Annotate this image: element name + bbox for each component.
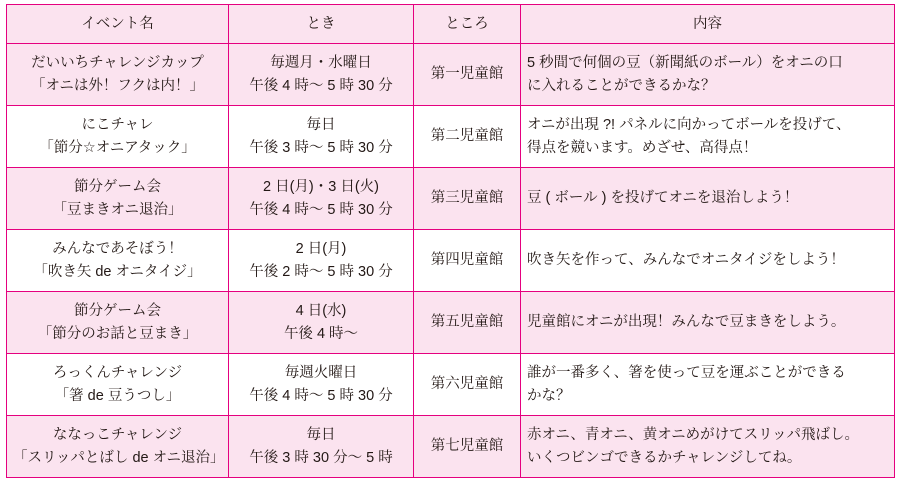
- detail-line: 豆 ( ボール ) を投げてオニを退治しよう！: [527, 190, 799, 207]
- cell-event-name: [7, 354, 229, 416]
- cell-when: [229, 230, 414, 292]
- cell-where: 第三児童館: [414, 168, 521, 230]
- cell-when: [229, 354, 414, 416]
- table-row: [7, 416, 895, 478]
- detail-line: 5 秒間で何個の豆（新聞紙のボール）をオニの口: [527, 55, 843, 72]
- detail-line: 得点を競います。めざせ、高得点！: [527, 139, 758, 156]
- table-row: [7, 44, 895, 106]
- event-name-line: 「豆まきオニ退治」: [52, 201, 183, 218]
- cell-when: [229, 106, 414, 168]
- detail-line: 吹き矢を作って、みんなでオニタイジをしよう！: [527, 252, 845, 269]
- table-row: [7, 168, 895, 230]
- event-name-line: 節分ゲーム会: [74, 179, 161, 196]
- cell-where: 第二児童館: [414, 106, 521, 168]
- cell-event-name: [7, 230, 229, 292]
- event-name-line: にこチャレ: [81, 117, 154, 134]
- table-header-row: [7, 5, 895, 44]
- cell-where: 第四児童館: [414, 230, 521, 292]
- column-header-event-name: イベント名: [7, 5, 229, 44]
- cell-where: 第七児童館: [414, 416, 521, 478]
- event-name-line: ななっこチャレンジ: [52, 427, 183, 444]
- table-header: [7, 5, 895, 44]
- event-name-line: 「箸 de 豆うつし」: [54, 387, 181, 404]
- when-line: 午後 3 時〜 5 時 30 分: [249, 139, 393, 156]
- cell-detail: [521, 44, 895, 106]
- column-header-when: とき: [229, 5, 414, 44]
- detail-line: オニが出現 ?! パネルに向かってボールを投げて、: [527, 117, 851, 134]
- when-line: 午後 4 時〜: [283, 325, 359, 342]
- detail-line: いくつビンゴできるかチャレンジしてね。: [527, 449, 802, 466]
- column-header-detail: 内容: [521, 5, 895, 44]
- cell-detail: [521, 292, 895, 354]
- cell-where: 第五児童館: [414, 292, 521, 354]
- detail-line: 誰が一番多く、箸を使って豆を運ぶことができる: [527, 365, 846, 382]
- cell-event-name: [7, 416, 229, 478]
- cell-event-name: [7, 106, 229, 168]
- when-line: 午後 4 時〜 5 時 30 分: [249, 77, 393, 94]
- when-line: 毎週火曜日: [284, 365, 358, 382]
- event-name-line: 「オニは外！フクは内！」: [31, 77, 204, 94]
- column-header-where: ところ: [414, 5, 521, 44]
- cell-event-name: [7, 168, 229, 230]
- table-row: [7, 292, 895, 354]
- cell-event-name: [7, 44, 229, 106]
- detail-line: かな？: [527, 387, 571, 404]
- cell-event-name: [7, 292, 229, 354]
- when-line: 毎週月・水曜日: [270, 55, 372, 72]
- when-line: 2 日(月)・3 日(火): [263, 179, 379, 196]
- detail-line: に入れることができるかな？: [527, 77, 716, 94]
- event-name-line: 「スリッパとばし de オニ退治」: [13, 449, 225, 466]
- cell-detail: [521, 106, 895, 168]
- detail-line: 赤オニ、青オニ、黄オニめがけてスリッパ飛ばし。: [527, 427, 860, 444]
- event-name-line: だいいちチャレンジカップ: [31, 55, 204, 72]
- when-line: 4 日(水): [295, 303, 347, 320]
- event-name-line: 「吹き矢 de オニタイジ」: [33, 263, 202, 280]
- when-line: 午後 4 時〜 5 時 30 分: [249, 387, 393, 404]
- event-name-line: ろっくんチャレンジ: [52, 365, 183, 382]
- table-row: [7, 354, 895, 416]
- table-body: [7, 44, 895, 478]
- when-line: 毎日: [306, 117, 336, 134]
- cell-detail: [521, 230, 895, 292]
- event-table: [6, 4, 895, 478]
- cell-detail: [521, 354, 895, 416]
- detail-line: 児童館にオニが出現！みんなで豆まきをしよう。: [527, 314, 846, 331]
- when-line: 午後 4 時〜 5 時 30 分: [249, 201, 393, 218]
- when-line: 午後 2 時〜 5 時 30 分: [249, 263, 393, 280]
- cell-when: [229, 416, 414, 478]
- when-line: 午後 3 時 30 分〜 5 時: [249, 449, 393, 466]
- cell-detail: [521, 416, 895, 478]
- when-line: 毎日: [306, 427, 336, 444]
- event-name-line: 節分ゲーム会: [74, 303, 161, 320]
- cell-detail: [521, 168, 895, 230]
- event-name-line: みんなであそぼう！: [52, 241, 183, 258]
- when-line: 2 日(月): [295, 241, 347, 258]
- cell-when: [229, 168, 414, 230]
- cell-where: 第六児童館: [414, 354, 521, 416]
- event-name-line: 「節分のお話と豆まき」: [37, 325, 198, 342]
- table-row: [7, 106, 895, 168]
- cell-when: [229, 292, 414, 354]
- cell-where: 第一児童館: [414, 44, 521, 106]
- table-row: [7, 230, 895, 292]
- cell-when: [229, 44, 414, 106]
- event-name-line: 「節分☆オニアタック」: [39, 139, 196, 156]
